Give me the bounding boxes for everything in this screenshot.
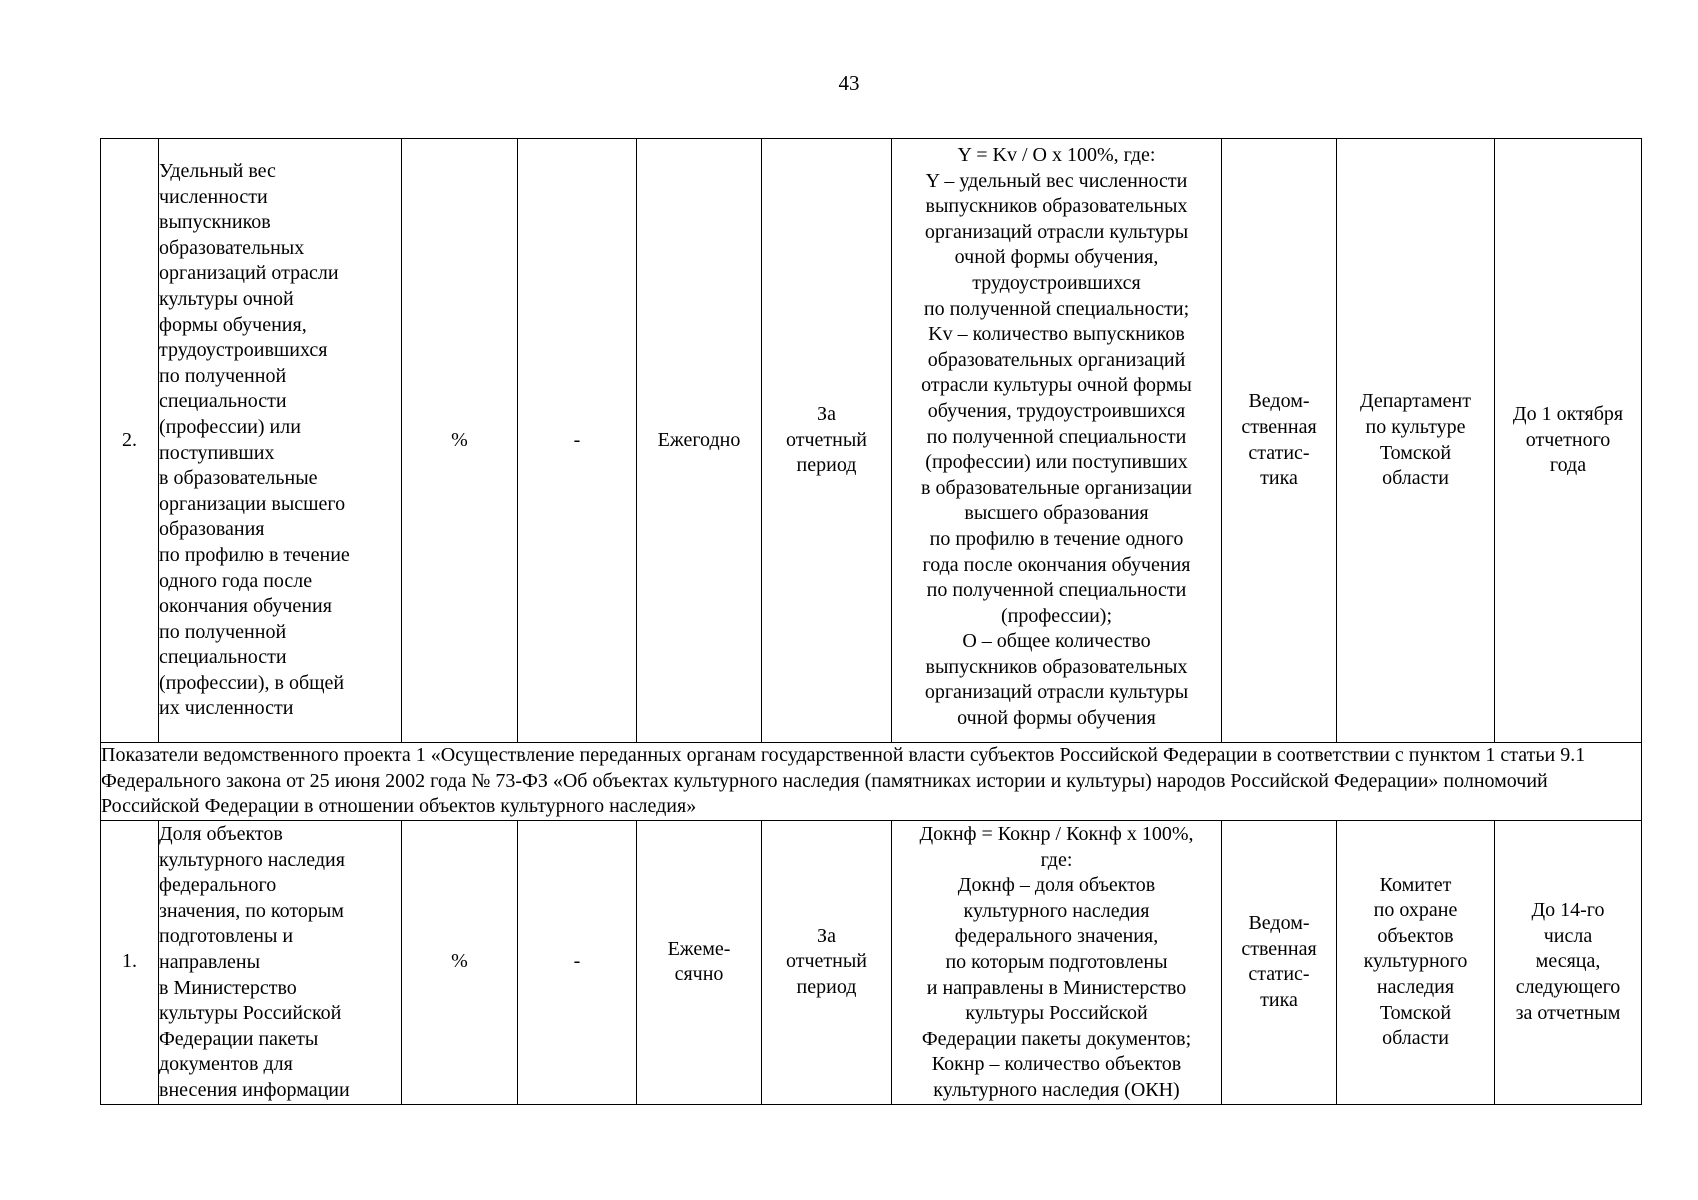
deadline-cell: До 14-го числа месяца, следующего за отчетным <box>1495 821 1642 1105</box>
indicator-name-cell: Удельный вес численности выпускников образовательных организаций отрасли культуры очной формы обучения, трудоустроившихся по полученной специальности (профессии) или поступивших в образовательные организации высшего образования по профилю в течение одного года после окончания обучения по полученной специальности (профессии), в общей их численности <box>159 139 402 743</box>
unit-cell: % <box>402 821 518 1105</box>
deadline-cell: До 1 октября отчетного года <box>1495 139 1642 743</box>
calculation-method-cell: Y = Kv / O x 100%, где: Y – удельный вес численности выпускников образовательных организаций отрасли культуры очной формы обучения, трудоустроившихся по полученной специальности; Kv – количество выпускников образовательных организаций отрасли культуры очной формы обучения, трудоустроившихся по полученной специальности (профессии) или поступивших в образовательные организации высшего образования по профилю в течение одного года после окончания обучения по полученной специальности (профессии); О – общее количество выпускников образовательных организаций отрасли культуры очной формы обучения <box>892 139 1222 743</box>
responsible-body-cell: Департамент по культуре Томской области <box>1337 139 1495 743</box>
frequency-cell: Ежегодно <box>637 139 762 743</box>
section-heading: Показатели ведомственного проекта 1 «Осуществление переданных органам государственной власти субъектов Российской Федерации в соответствии с пунктом 1 статьи 9.1 Федерального закона от 25 июня 2002 года № 73-ФЗ «Об объектах культурного наследия (памятниках истории и культуры) народов Российской Федерации» полномочий Российской Федерации в отношении объектов культурного наследия» <box>101 743 1642 821</box>
page-number: 43 <box>838 71 860 95</box>
indicator-name-cell: Доля объектов культурного наследия федерального значения, по которым подготовлены и направлены в Министерство культуры Российской Федерации пакеты документов для внесения информации <box>159 821 402 1105</box>
calculation-method-cell: Докнф = Кокнр / Кокнф х 100%, где: Докнф – доля объектов культурного наследия федерального значения, по которым подготовлены и направлены в Министерство культуры Российской Федерации пакеты документов; Кокнр – количество объектов культурного наследия (ОКН) <box>892 821 1222 1105</box>
row-number-cell: 2. <box>101 139 159 743</box>
period-cell: За отчетный период <box>762 821 892 1105</box>
section-heading-row <box>101 743 1642 821</box>
responsible-body-cell: Комитет по охране объектов культурного наследия Томской области <box>1337 821 1495 1105</box>
indicators-table <box>100 138 1642 1105</box>
table-row <box>101 139 1642 743</box>
data-source-cell: Ведом- ственная статис- тика <box>1222 139 1337 743</box>
row-number-cell: 1. <box>101 821 159 1105</box>
dash-cell: - <box>518 821 637 1105</box>
table-row <box>101 821 1642 1105</box>
period-cell: За отчетный период <box>762 139 892 743</box>
frequency-cell: Ежеме- сячно <box>637 821 762 1105</box>
data-source-cell: Ведом- ственная статис- тика <box>1222 821 1337 1105</box>
unit-cell: % <box>402 139 518 743</box>
dash-cell: - <box>518 139 637 743</box>
